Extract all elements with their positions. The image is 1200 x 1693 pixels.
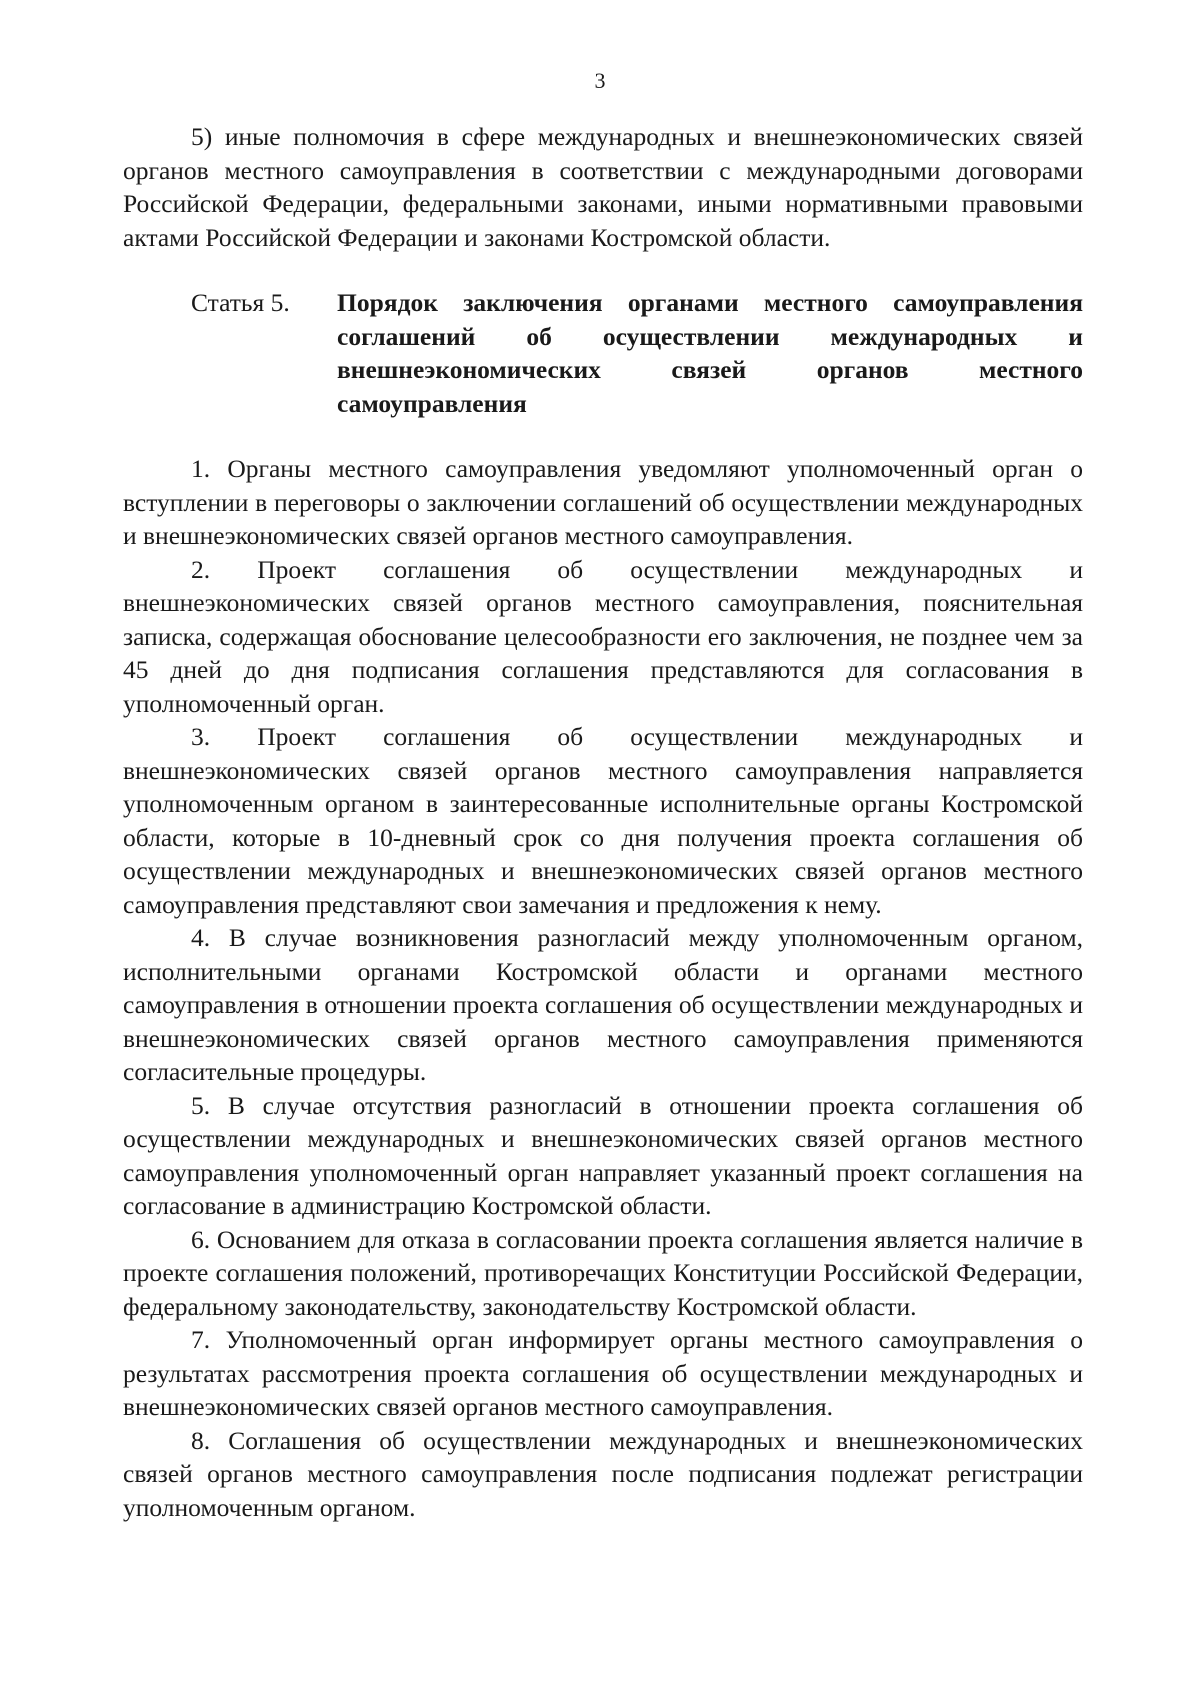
page-number: 3 [594,68,606,93]
article-heading [123,286,1083,420]
paragraph-3: 3. Проект соглашения об осуществлении международных и внешнеэкономических связей органов местного самоуправления направляется уполномоченным органом в заинтересованные исполнительные органы Костромской области, которые в 10-дневный срок со дня получения проекта соглашения об осуществлении международных и внешнеэкономических связей органов местного самоуправления представляют свои замечания и предложения к нему. [123,722,1083,919]
intro-item: 5) иные полномочия в сфере международных и внешнеэкономических связей органов местного самоуправления в соответствии с международными договорами Российской Федерации, федеральными законами, иными нормативными правовыми актами Российской Федерации и законами Костромской области. [123,122,1083,252]
paragraph-7: 7. Уполномоченный орган информирует органы местного самоуправления о результатах рассмотрения проекта соглашения об осуществлении международных и внешнеэкономических связей органов местного самоуправления. [123,1325,1083,1421]
paragraph-8: 8. Соглашения об осуществлении международных и внешнеэкономических связей органов местного самоуправления после подписания подлежат регистрации уполномоченным органом. [123,1425,1083,1522]
paragraph-6: 6. Основанием для отказа в согласовании проекта соглашения является наличие в проекте соглашения положений, противоречащих Конституции Российской Федерации, федеральному законодательству, законодательству Костромской области. [123,1224,1083,1321]
article-title: Порядок заключения органами местного самоуправления соглашений об осуществлении международных и внешнеэкономических связей органов местного самоуправления [337,288,1083,418]
paragraph-5: 5. В случае отсутствия разногласий в отношении проекта соглашения об осуществлении международных и внешнеэкономических связей органов местного самоуправления уполномоченный орган направляет указанный проект соглашения на согласование в администрацию Костромской области. [123,1090,1083,1220]
paragraph-2: 2. Проект соглашения об осуществлении международных и внешнеэкономических связей органов местного самоуправления, пояснительная записка, содержащая обоснование целесообразности его заключения, не позднее чем за 45 дней до дня подписания соглашения представляются для согласования в уполномоченный орган. [123,554,1083,718]
document-body [123,120,1083,1524]
article-label: Статья 5. [191,288,290,317]
paragraph-4: 4. В случае возникновения разногласий между уполномоченным органом, исполнительными органами Костромской области и органами местного самоуправления в отношении проекта соглашения об осуществлении международных и внешнеэкономических связей органов местного самоуправления применяются согласительные процедуры. [123,923,1083,1086]
paragraph-1: 1. Органы местного самоуправления уведомляют уполномоченный орган о вступлении в переговоры о заключении соглашений об осуществлении международных и внешнеэкономических связей органов местного самоуправления. [123,454,1083,550]
